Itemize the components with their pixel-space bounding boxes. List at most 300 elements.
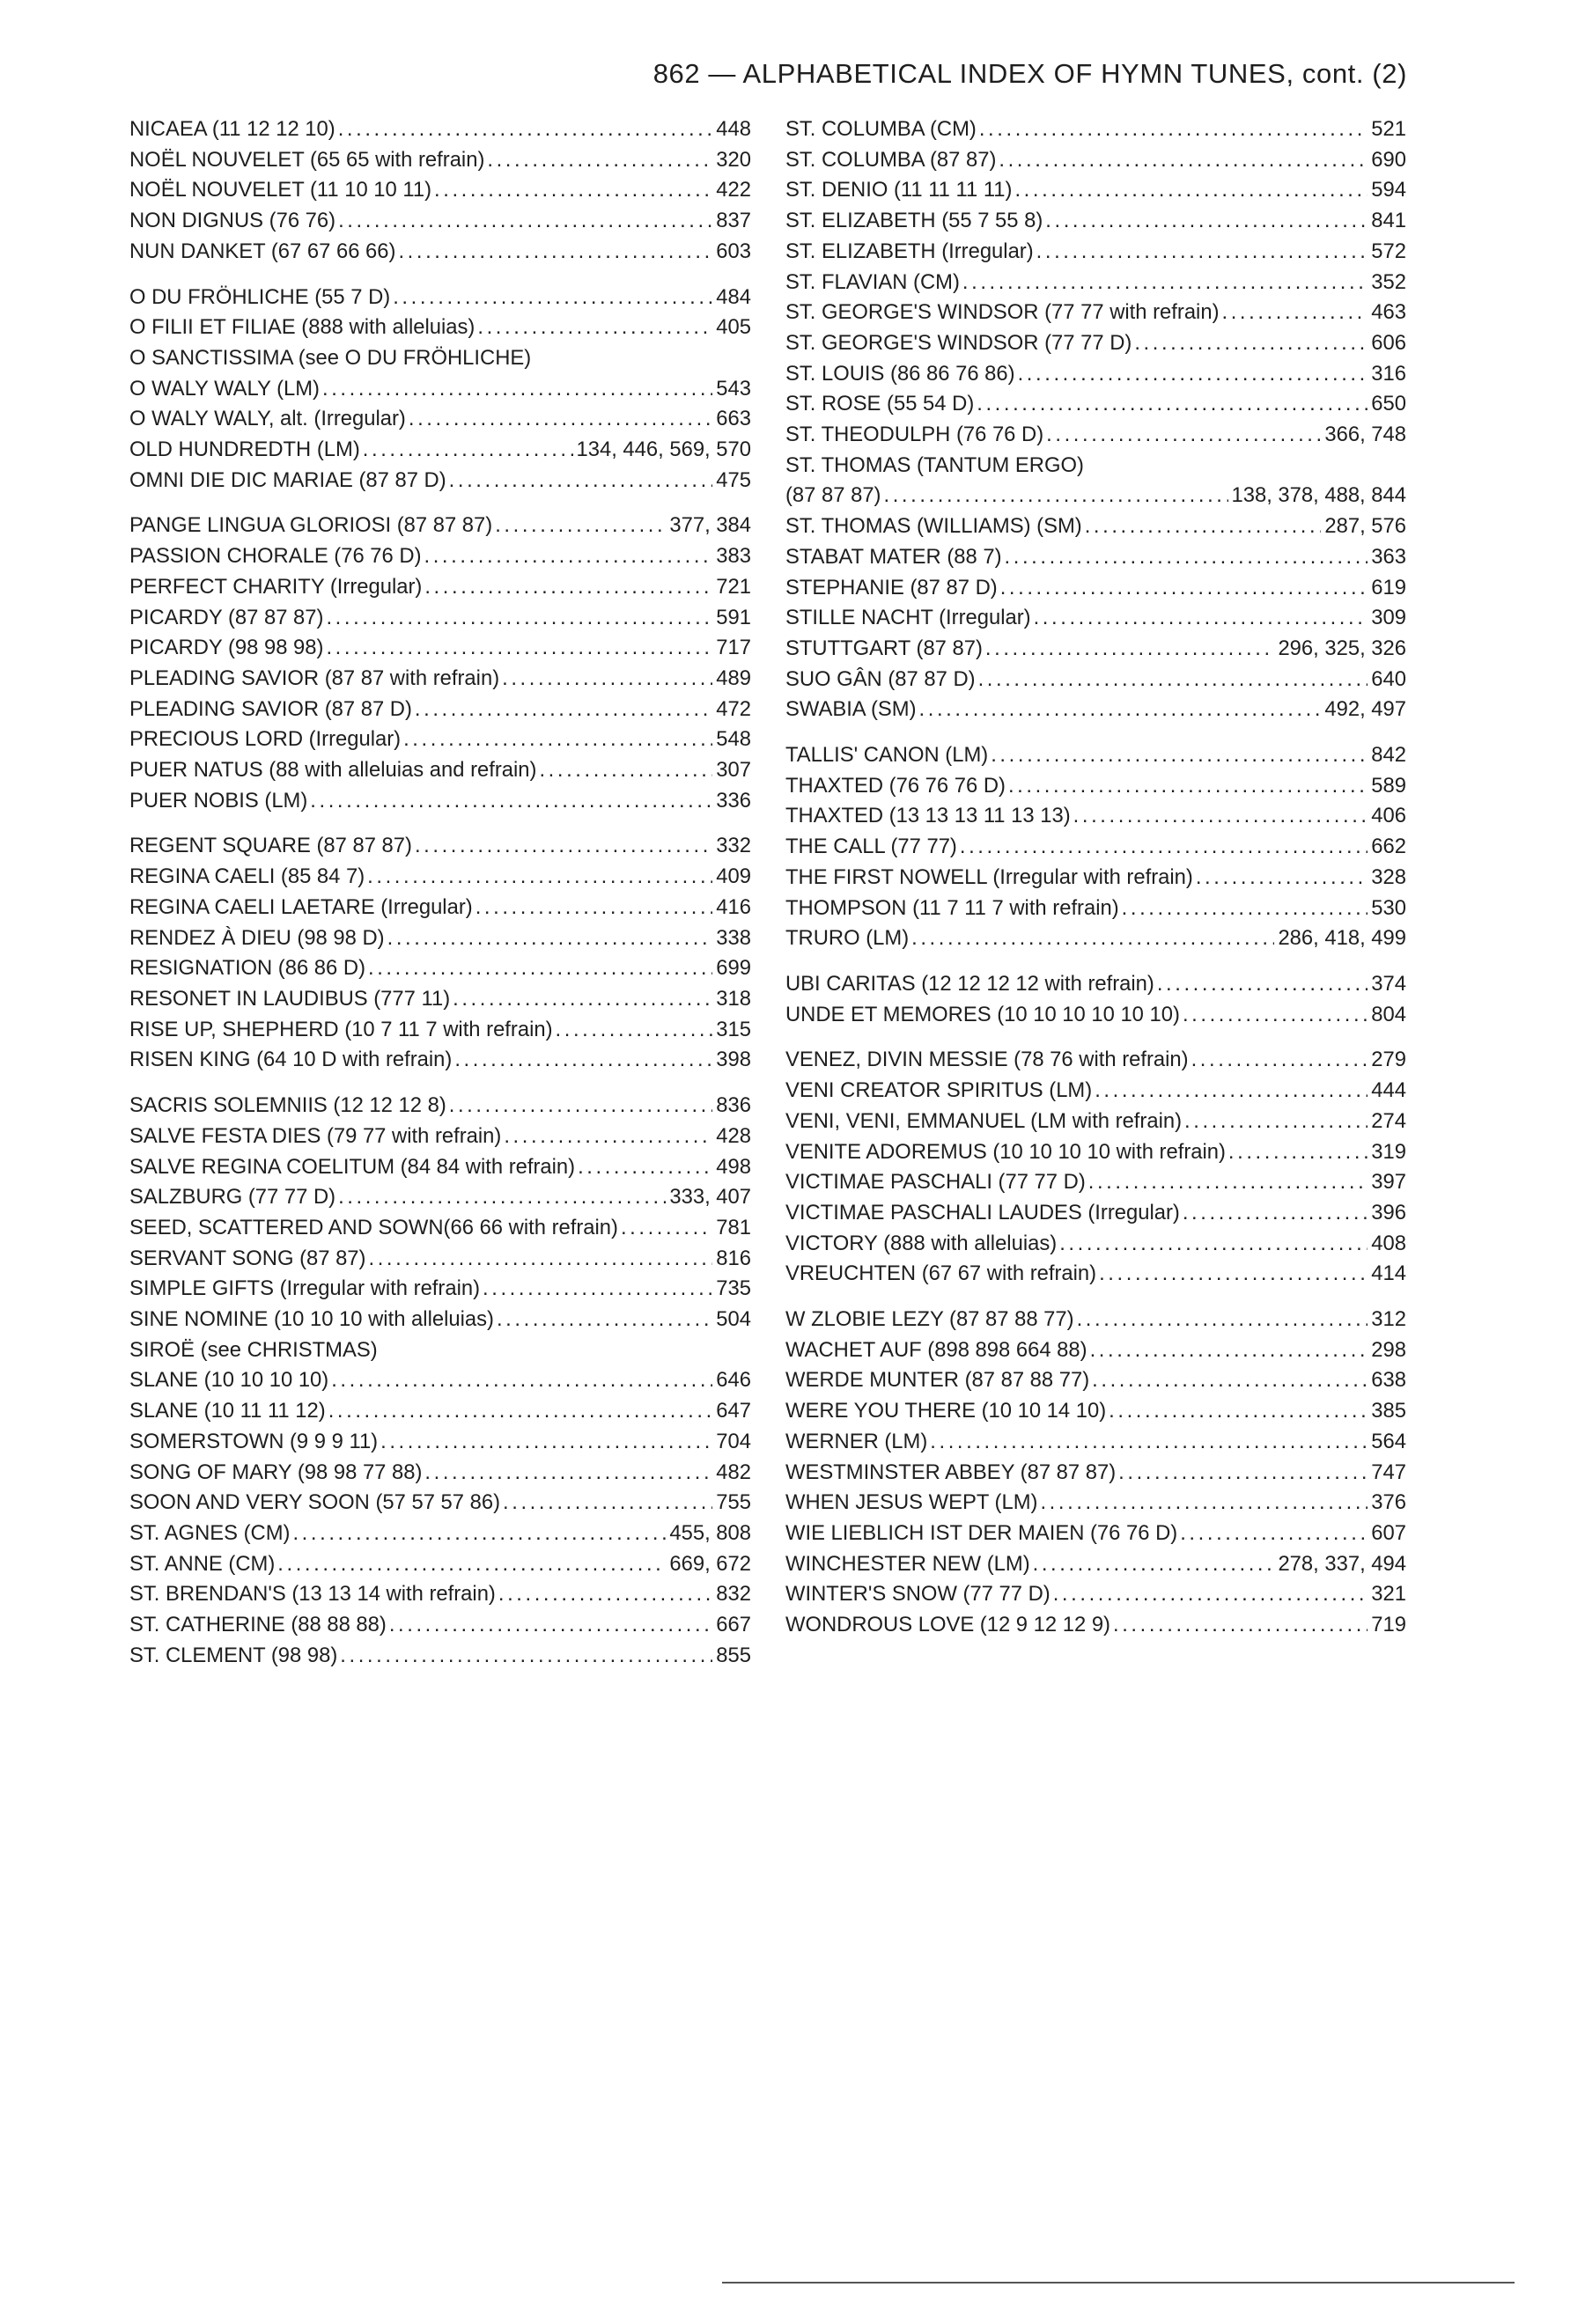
index-entry — [785, 923, 1406, 954]
page-numbers: 318 — [716, 986, 751, 1011]
dot-leader — [1053, 1579, 1368, 1610]
index-entry — [785, 451, 1406, 482]
tune-name: ST. FLAVIAN (CM) — [785, 269, 960, 294]
page-numbers: 841 — [1371, 209, 1406, 233]
index-entry — [129, 755, 751, 786]
dot-leader — [1033, 1549, 1275, 1580]
index-entry — [785, 1000, 1406, 1031]
index-entry — [129, 1427, 751, 1458]
tune-name: WACHET AUF (898 898 664 88) — [785, 1337, 1087, 1362]
index-entry — [785, 771, 1406, 802]
tune-name: SUO GÂN (87 87 D) — [785, 666, 976, 691]
tune-name: RISEN KING (64 10 D with refrain) — [129, 1048, 453, 1072]
index-entry — [785, 511, 1406, 542]
dot-leader — [1036, 237, 1368, 268]
tune-name: PUER NATUS (88 with alleluias and refrain) — [129, 758, 537, 783]
tune-name: PASSION CHORALE (76 76 D) — [129, 544, 422, 569]
tune-name: THE FIRST NOWELL (Irregular with refrain) — [785, 864, 1193, 889]
page-numbers: 278, 337, 494 — [1278, 1551, 1406, 1576]
page-numbers: 548 — [716, 727, 751, 752]
tune-name: VENEZ, DIVIN MESSIE (78 76 with refrain) — [785, 1048, 1189, 1072]
dot-leader — [503, 1488, 712, 1519]
dot-leader — [338, 114, 713, 145]
page-numbers: 321 — [1371, 1582, 1406, 1607]
tune-name: TRURO (LM) — [785, 926, 910, 951]
letter-group — [129, 283, 751, 496]
page-numbers: 543 — [716, 376, 751, 401]
tune-name: NICAEA (11 12 12 10) — [129, 117, 335, 141]
dot-leader — [539, 755, 712, 786]
index-entry — [785, 542, 1406, 573]
tune-name: ST. CLEMENT (98 98) — [129, 1643, 338, 1667]
index-entry — [785, 420, 1406, 451]
page-numbers: 755 — [716, 1490, 751, 1515]
tune-name: TALLIS' CANON (LM) — [785, 743, 989, 768]
tune-name: O SANCTISSIMA (see O DU FRÖHLICHE) — [129, 345, 532, 370]
tune-name: PERFECT CHARITY (Irregular) — [129, 574, 423, 599]
index-entry — [785, 1549, 1406, 1580]
dot-leader — [504, 1122, 712, 1152]
index-entry — [785, 298, 1406, 328]
tune-name: RENDEZ À DIEU (98 98 D) — [129, 925, 385, 950]
page-numbers: 589 — [1371, 773, 1406, 798]
dot-leader — [1099, 1259, 1368, 1290]
index-entry — [129, 1335, 751, 1366]
dot-leader — [476, 893, 713, 923]
tune-name: ST. THOMAS (WILLIAMS) (SM) — [785, 514, 1082, 539]
dot-leader — [363, 435, 573, 466]
dot-leader — [477, 313, 712, 343]
dot-leader — [919, 695, 1322, 725]
tune-name: REGENT SQUARE (87 87 87) — [129, 834, 412, 858]
page-numbers: 377, 384 — [669, 513, 751, 538]
index-entry — [129, 374, 751, 405]
page-numbers: 328 — [1371, 864, 1406, 889]
index-entry — [785, 389, 1406, 420]
tune-name: NUN DANKET (67 67 66 66) — [129, 239, 396, 263]
dot-leader — [1073, 801, 1368, 832]
letter-group — [129, 114, 751, 268]
dot-leader — [328, 1396, 713, 1427]
page-numbers: 704 — [716, 1429, 751, 1453]
page-numbers: 646 — [716, 1368, 751, 1393]
index-entry — [129, 831, 751, 862]
dot-leader — [1077, 1305, 1368, 1335]
page-numbers: 336 — [716, 788, 751, 813]
dot-leader — [930, 1427, 1368, 1458]
page-numbers: 475 — [716, 467, 751, 492]
tune-name: SIROË (see CHRISTMAS) — [129, 1337, 378, 1362]
tune-name: VICTIMAE PASCHALI LAUDES (Irregular) — [785, 1200, 1180, 1225]
page-numbers: 376 — [1371, 1490, 1406, 1515]
tune-name: SOMERSTOWN (9 9 9 11) — [129, 1429, 379, 1453]
page-numbers: 309 — [1371, 606, 1406, 630]
dot-leader — [415, 831, 712, 862]
tune-name: WHEN JESUS WEPT (LM) — [785, 1490, 1038, 1515]
page-numbers: 721 — [716, 574, 751, 599]
page-numbers: 448 — [716, 117, 751, 141]
index-entry — [785, 1259, 1406, 1290]
dot-leader — [409, 404, 712, 435]
dot-leader — [621, 1213, 712, 1244]
tune-name: WINTER'S SNOW (77 77 D) — [785, 1582, 1051, 1607]
index-column-right — [785, 114, 1406, 1656]
page-numbers: 363 — [1371, 544, 1406, 569]
index-entry — [785, 1396, 1406, 1427]
tune-name: THAXTED (13 13 13 11 13 13) — [785, 804, 1071, 828]
index-entry — [129, 175, 751, 206]
dot-leader — [434, 175, 712, 206]
dot-leader — [1000, 573, 1368, 604]
dot-leader — [1095, 1076, 1368, 1107]
tune-name: OMNI DIE DIC MARIAE (87 87 D) — [129, 467, 446, 492]
page-numbers: 409 — [716, 864, 751, 889]
page-numbers: 484 — [716, 284, 751, 309]
index-entry — [785, 1427, 1406, 1458]
dot-leader — [393, 283, 712, 313]
index-entry — [785, 1519, 1406, 1549]
dot-leader — [977, 389, 1368, 420]
dot-leader — [310, 786, 712, 817]
page-numbers: 836 — [716, 1093, 751, 1118]
page-numbers: 383 — [716, 544, 751, 569]
page-numbers: 699 — [716, 956, 751, 981]
index-entry — [129, 541, 751, 572]
index-entry — [129, 1122, 751, 1152]
dot-leader — [368, 953, 712, 984]
index-entry — [129, 1458, 751, 1489]
tune-name: ST. LOUIS (86 86 76 86) — [785, 361, 1015, 386]
page-numbers: 455, 808 — [669, 1520, 751, 1545]
page-numbers: 338 — [716, 925, 751, 950]
page-numbers: 650 — [1371, 392, 1406, 416]
tune-name: O FILII ET FILIAE (888 with alleluias) — [129, 315, 476, 340]
dot-leader — [1134, 328, 1368, 359]
page-numbers: 397 — [1371, 1170, 1406, 1195]
index-entry — [129, 313, 751, 343]
index-entry — [129, 862, 751, 893]
tune-name: STILLE NACHT (Irregular) — [785, 606, 1031, 630]
page-numbers: 428 — [716, 1123, 751, 1148]
dot-leader — [1046, 420, 1321, 451]
index-entry — [129, 466, 751, 496]
dot-leader — [326, 633, 712, 664]
page-numbers: 319 — [1371, 1139, 1406, 1164]
tune-name: ST. GEORGE'S WINDSOR (77 77 D) — [785, 330, 1132, 355]
page-numbers: 416 — [716, 894, 751, 919]
index-entry — [129, 923, 751, 954]
tune-name: VREUCHTEN (67 67 with refrain) — [785, 1261, 1097, 1286]
page-numbers: 816 — [716, 1246, 751, 1270]
dot-leader — [1040, 1488, 1368, 1519]
dot-leader — [883, 481, 1227, 511]
dot-leader — [502, 664, 712, 695]
tune-name: RESIGNATION (86 86 D) — [129, 956, 365, 981]
tune-name: UNDE ET MEMORES (10 10 10 10 10 10) — [785, 1002, 1180, 1026]
index-entry — [785, 237, 1406, 268]
page-numbers: 663 — [716, 407, 751, 431]
page-numbers: 717 — [716, 636, 751, 660]
tune-name: REGINA CAELI (85 84 7) — [129, 864, 365, 889]
dot-leader — [338, 206, 712, 237]
letter-group — [785, 740, 1406, 954]
dot-leader — [991, 740, 1368, 771]
dot-leader — [292, 1519, 666, 1549]
page-numbers: 647 — [716, 1399, 751, 1423]
dot-leader — [1222, 298, 1368, 328]
page-numbers: 406 — [1371, 804, 1406, 828]
tune-name: THAXTED (76 76 76 D) — [785, 773, 1006, 798]
page-numbers: 316 — [1371, 361, 1406, 386]
tune-name: WINCHESTER NEW (LM) — [785, 1551, 1030, 1576]
index-entry — [129, 1213, 751, 1244]
tune-name: SINE NOMINE (10 10 10 with alleluias) — [129, 1307, 494, 1332]
tune-name: SALVE FESTA DIES (79 77 with refrain) — [129, 1123, 502, 1148]
page-numbers: 606 — [1371, 330, 1406, 355]
index-entry — [129, 1396, 751, 1427]
tune-name: RESONET IN LAUDIBUS (777 11) — [129, 986, 451, 1011]
page-numbers: 498 — [716, 1154, 751, 1179]
page-numbers: 690 — [1371, 147, 1406, 172]
tune-name: PICARDY (87 87 87) — [129, 605, 324, 629]
index-entry — [129, 664, 751, 695]
index-entry — [785, 1198, 1406, 1229]
dot-leader — [1008, 771, 1368, 802]
index-entry — [129, 1579, 751, 1610]
index-entry — [129, 695, 751, 725]
index-entry — [129, 603, 751, 634]
tune-name: OLD HUNDREDTH (LM) — [129, 438, 360, 462]
index-entry — [129, 1244, 751, 1275]
dot-leader — [1014, 175, 1368, 206]
index-entry — [785, 328, 1406, 359]
tune-name: WERNER (LM) — [785, 1429, 928, 1453]
dot-leader — [960, 832, 1368, 863]
index-entry — [129, 1365, 751, 1396]
letter-group — [129, 511, 751, 816]
page-numbers: 591 — [716, 605, 751, 629]
tune-name: THOMPSON (11 7 11 7 with refrain) — [785, 895, 1119, 920]
tune-name: W ZLOBIE LEZY (87 87 88 77) — [785, 1307, 1074, 1332]
index-entry — [785, 573, 1406, 604]
tune-name: PUER NOBIS (LM) — [129, 788, 308, 813]
index-entry — [129, 953, 751, 984]
dot-leader — [368, 1244, 712, 1275]
dot-leader — [1183, 1000, 1368, 1031]
page-numbers: 352 — [1371, 269, 1406, 294]
page-numbers: 274 — [1371, 1108, 1406, 1133]
tune-name: THE CALL (77 77) — [785, 835, 957, 859]
dot-leader — [367, 862, 712, 893]
index-entry — [785, 145, 1406, 176]
index-entry — [785, 801, 1406, 832]
tune-name: NOËL NOUVELET (65 65 with refrain) — [129, 147, 485, 172]
dot-leader — [1228, 1137, 1368, 1168]
dot-leader — [999, 145, 1368, 176]
dot-leader — [453, 984, 712, 1015]
page-numbers: 638 — [1371, 1368, 1406, 1393]
page-numbers: 366, 748 — [1324, 423, 1406, 447]
letter-group — [129, 831, 751, 1076]
tune-name: O DU FRÖHLICHE (55 7 D) — [129, 284, 391, 309]
tune-name: SLANE (10 10 10 10) — [129, 1368, 329, 1393]
tune-name: REGINA CAELI LAETARE (Irregular) — [129, 894, 473, 919]
dot-leader — [578, 1152, 712, 1183]
index-column-left — [129, 114, 751, 1686]
dot-leader — [487, 145, 712, 176]
index-entry — [129, 1641, 751, 1672]
index-entry — [785, 481, 1406, 511]
index-entry — [785, 1076, 1406, 1107]
page-numbers: 472 — [716, 696, 751, 721]
page-numbers: 408 — [1371, 1231, 1406, 1255]
tune-name: ST. COLUMBA (87 87) — [785, 147, 997, 172]
index-entry — [785, 740, 1406, 771]
page-numbers: 832 — [716, 1582, 751, 1607]
page-numbers: 307 — [716, 758, 751, 783]
tune-name: UBI CARITAS (12 12 12 12 with refrain) — [785, 971, 1154, 996]
dot-leader — [277, 1549, 666, 1580]
index-entry — [785, 1335, 1406, 1366]
tune-name: ST. ELIZABETH (Irregular) — [785, 239, 1034, 263]
tune-name: RISE UP, SHEPHERD (10 7 11 7 with refrain) — [129, 1017, 553, 1041]
dot-leader — [403, 724, 712, 755]
index-entry — [129, 343, 751, 374]
dot-leader — [1092, 1365, 1368, 1396]
dot-leader — [380, 1427, 712, 1458]
page-header: 862 — ALPHABETICAL INDEX OF HYMN TUNES, cont. (2) — [652, 58, 1407, 89]
dot-leader — [338, 1182, 666, 1213]
index-entry — [785, 832, 1406, 863]
page-numbers: 619 — [1371, 575, 1406, 599]
page-numbers: 405 — [716, 315, 751, 340]
page-numbers: 504 — [716, 1307, 751, 1332]
index-entry — [129, 1045, 751, 1076]
index-entry — [785, 969, 1406, 1000]
dot-leader — [978, 665, 1368, 695]
page-numbers: 735 — [716, 1276, 751, 1301]
dot-leader — [449, 1091, 713, 1122]
dot-leader — [962, 268, 1368, 298]
page-numbers: 298 — [1371, 1337, 1406, 1362]
dot-leader — [1191, 1045, 1368, 1076]
page-numbers: 530 — [1371, 895, 1406, 920]
page-numbers: 332 — [716, 834, 751, 858]
letter-group — [129, 1091, 751, 1671]
dot-leader — [498, 1579, 712, 1610]
page-numbers: 312 — [1371, 1307, 1406, 1332]
index-entry — [129, 1274, 751, 1305]
page-numbers: 719 — [1371, 1613, 1406, 1637]
index-entry — [785, 1167, 1406, 1198]
page-numbers: 804 — [1371, 1002, 1406, 1026]
letter-group — [785, 1305, 1406, 1641]
dot-leader — [1059, 1229, 1368, 1260]
tune-name: WERE YOU THERE (10 10 14 10) — [785, 1399, 1107, 1423]
tune-name: STEPHANIE (87 87 D) — [785, 575, 998, 599]
dot-leader — [1034, 603, 1368, 634]
index-entry — [785, 175, 1406, 206]
index-entry — [129, 1549, 751, 1580]
index-entry — [785, 1610, 1406, 1641]
index-entry — [129, 206, 751, 237]
page-numbers: 489 — [716, 666, 751, 690]
page-numbers: 662 — [1371, 835, 1406, 859]
page-numbers: 296, 325, 326 — [1278, 636, 1406, 660]
tune-name: SACRIS SOLEMNIIS (12 12 12 8) — [129, 1093, 446, 1118]
index-entry — [785, 1305, 1406, 1335]
index-entry — [785, 1579, 1406, 1610]
dot-leader — [1113, 1610, 1368, 1641]
page-numbers: 640 — [1371, 666, 1406, 691]
index-entry — [785, 1137, 1406, 1168]
dot-leader — [985, 634, 1275, 665]
dot-leader — [1045, 206, 1368, 237]
index-entry — [129, 1182, 751, 1213]
tune-name: ST. COLUMBA (CM) — [785, 117, 977, 141]
dot-leader — [1088, 1167, 1368, 1198]
index-entry — [129, 237, 751, 268]
tune-name: ST. CATHERINE (88 88 88) — [129, 1613, 387, 1637]
tune-name: ST. BRENDAN'S (13 13 14 with refrain) — [129, 1582, 496, 1607]
index-entry — [129, 724, 751, 755]
index-entry — [785, 1458, 1406, 1489]
dot-leader — [424, 541, 713, 572]
index-entry — [785, 1107, 1406, 1137]
index-entry — [129, 1519, 751, 1549]
index-entry — [785, 1488, 1406, 1519]
tune-name: NON DIGNUS (76 76) — [129, 209, 336, 233]
tune-name: SEED, SCATTERED AND SOWN(66 66 with refrain) — [129, 1215, 618, 1239]
index-entry — [129, 283, 751, 313]
page-numbers: 521 — [1371, 117, 1406, 141]
tune-name: SOON AND VERY SOON (57 57 57 86) — [129, 1490, 501, 1515]
dot-leader — [424, 572, 712, 603]
tune-name: VENI CREATOR SPIRITUS (LM) — [785, 1078, 1093, 1103]
dot-leader — [1184, 1107, 1368, 1137]
tune-name: SALVE REGINA COELITUM (84 84 with refrain) — [129, 1154, 576, 1179]
tune-name: ST. THOMAS (TANTUM ERGO) — [785, 452, 1084, 477]
index-entry — [785, 863, 1406, 894]
tune-name: VENITE ADOREMUS (10 10 10 10 with refrain) — [785, 1139, 1226, 1164]
index-entry — [785, 114, 1406, 145]
tune-name: WESTMINSTER ABBEY (87 87 87) — [785, 1460, 1117, 1484]
page-numbers: 594 — [1371, 178, 1406, 202]
tune-name: O WALY WALY, alt. (Irregular) — [129, 407, 406, 431]
dot-leader — [1122, 894, 1368, 924]
page-numbers: 422 — [716, 178, 751, 202]
index-entry — [129, 114, 751, 145]
dot-leader — [1196, 863, 1368, 894]
dot-leader — [1157, 969, 1368, 1000]
dot-leader — [1180, 1519, 1368, 1549]
page-numbers: 398 — [716, 1048, 751, 1072]
dot-leader — [1090, 1335, 1368, 1366]
dot-leader — [454, 1045, 712, 1076]
index-entry — [785, 268, 1406, 298]
tune-name: SERVANT SONG (87 87) — [129, 1246, 366, 1270]
page-numbers: 564 — [1371, 1429, 1406, 1453]
index-entry — [785, 359, 1406, 390]
page-numbers: 286, 418, 499 — [1278, 926, 1406, 951]
index-entry — [129, 404, 751, 435]
index-entry — [129, 1488, 751, 1519]
page-numbers: 837 — [716, 209, 751, 233]
dot-leader — [449, 466, 713, 496]
index-entry — [129, 1610, 751, 1641]
dot-leader — [1109, 1396, 1368, 1427]
tune-name: SLANE (10 11 11 12) — [129, 1399, 326, 1423]
